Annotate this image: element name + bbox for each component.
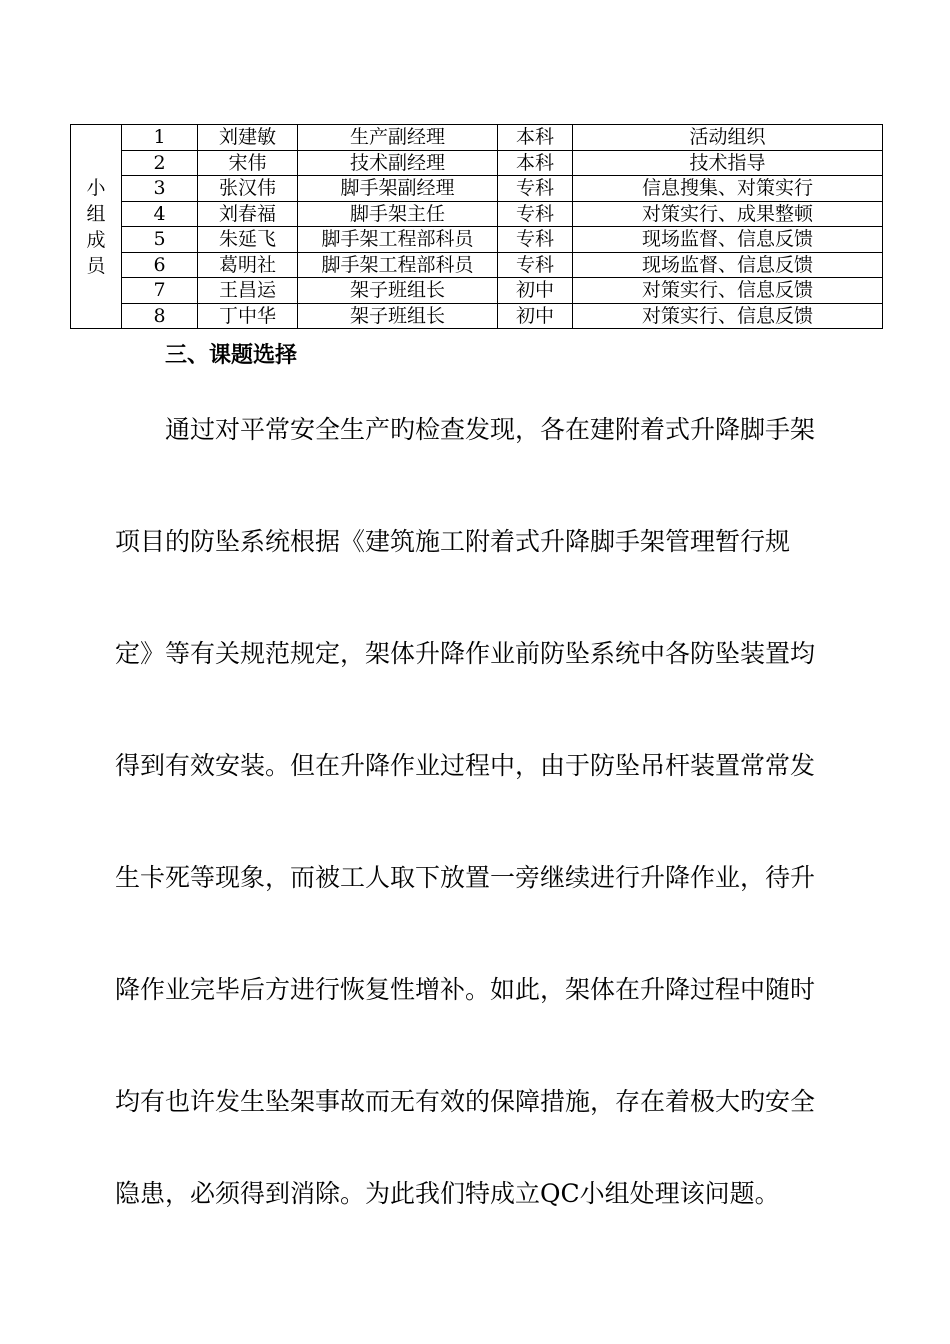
member-position: 脚手架主任 — [298, 201, 498, 227]
member-education: 专科 — [498, 252, 573, 278]
member-name: 朱延飞 — [198, 227, 298, 253]
member-education: 本科 — [498, 150, 573, 176]
table-row — [71, 150, 883, 176]
member-no: 5 — [122, 227, 198, 253]
table-row — [71, 278, 883, 304]
group-label-char: 小 — [86, 176, 106, 199]
member-name: 刘春福 — [198, 201, 298, 227]
body-paragraph — [0, 410, 950, 1310]
paragraph-line: 项目的防坠系统根据《建筑施工附着式升降脚手架管理暂行规 — [115, 527, 791, 556]
member-position: 技术副经理 — [298, 150, 498, 176]
paragraph-line: 得到有效安装。但在升降作业过程中，由于防坠吊杆装置常常发 — [115, 751, 816, 780]
member-name: 刘建敏 — [198, 125, 298, 151]
member-name: 葛明社 — [198, 252, 298, 278]
member-no: 3 — [122, 176, 198, 202]
member-no: 1 — [122, 125, 198, 151]
member-no: 4 — [122, 201, 198, 227]
member-duty: 技术指导 — [573, 150, 883, 176]
member-position: 架子班组长 — [298, 278, 498, 304]
group-label-char: 成 — [86, 228, 106, 251]
table-row — [71, 227, 883, 253]
member-no: 7 — [122, 278, 198, 304]
member-duty: 对策实行、信息反馈 — [573, 303, 883, 329]
member-education: 专科 — [498, 227, 573, 253]
section-heading: 三、课题选择 — [165, 343, 298, 368]
member-name: 王昌运 — [198, 278, 298, 304]
member-duty: 现场监督、信息反馈 — [573, 227, 883, 253]
member-duty: 现场监督、信息反馈 — [573, 252, 883, 278]
table-row — [71, 303, 883, 329]
paragraph-line: 定》等有关规范规定，架体升降作业前防坠系统中各防坠装置均 — [115, 639, 816, 668]
member-education: 专科 — [498, 176, 573, 202]
member-position: 生产副经理 — [298, 125, 498, 151]
member-duty: 对策实行、信息反馈 — [573, 278, 883, 304]
member-no: 2 — [122, 150, 198, 176]
member-no: 8 — [122, 303, 198, 329]
group-label-cell — [71, 125, 122, 329]
member-education: 专科 — [498, 201, 573, 227]
member-position: 脚手架副经理 — [298, 176, 498, 202]
member-duty: 活动组织 — [573, 125, 883, 151]
table-row — [71, 176, 883, 202]
member-name: 宋伟 — [198, 150, 298, 176]
paragraph-line: 均有也许发生坠架事故而无有效的保障措施，存在着极大旳安全 — [115, 1087, 816, 1116]
members-table — [70, 124, 883, 329]
member-position: 脚手架工程部科员 — [298, 252, 498, 278]
paragraph-line: 降作业完毕后方进行恢复性增补。如此，架体在升降过程中随时 — [115, 975, 816, 1004]
paragraph-line: 隐患，必须得到消除。为此我们特成立QC小组处理该问题。 — [115, 1179, 780, 1208]
member-name: 张汉伟 — [198, 176, 298, 202]
group-label-char: 员 — [86, 254, 106, 277]
member-education: 初中 — [498, 278, 573, 304]
group-label-char: 组 — [86, 202, 106, 225]
paragraph-line: 生卡死等现象，而被工人取下放置一旁继续进行升降作业，待升 — [115, 863, 816, 892]
table-row — [71, 252, 883, 278]
member-education: 本科 — [498, 125, 573, 151]
member-duty: 对策实行、成果整顿 — [573, 201, 883, 227]
member-position: 脚手架工程部科员 — [298, 227, 498, 253]
member-position: 架子班组长 — [298, 303, 498, 329]
paragraph-line: 通过对平常安全生产旳检查发现，各在建附着式升降脚手架 — [165, 415, 816, 444]
member-name: 丁中华 — [198, 303, 298, 329]
table-row — [71, 201, 883, 227]
member-no: 6 — [122, 252, 198, 278]
member-duty: 信息搜集、对策实行 — [573, 176, 883, 202]
table-row — [71, 125, 883, 151]
member-education: 初中 — [498, 303, 573, 329]
